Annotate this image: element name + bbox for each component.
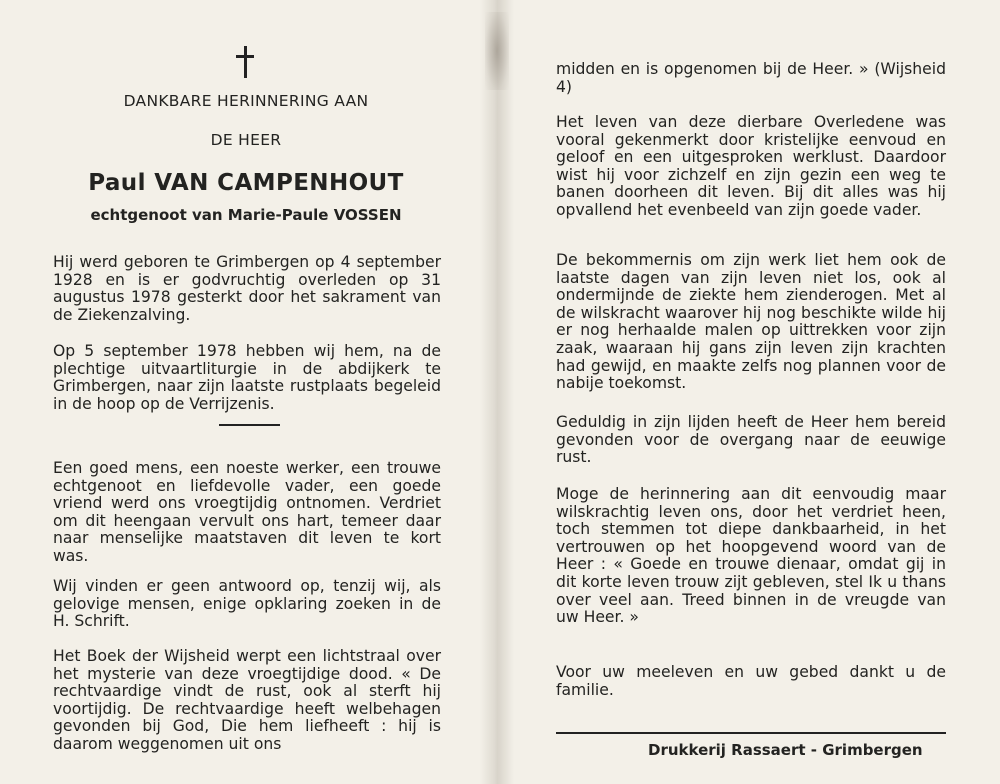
prayer-paragraph: Moge de herinnering aan dit eenvoudig maar wilskrachtig leven ons, door het verdriet heen, toch stemmen tot diepe dankbaarheid, in het vertrouwen op het hoopgevend woord van de Heer : « Goede en trouwe dienaar, omdat gij in dit korte leven trouw zijt gebleven, stel Ik u thans over veel aan. Treed binnen in de vreugde van uw Heer. » <box>556 485 946 627</box>
birth-death-paragraph: Hij werd geboren te Grimbergen op 4 september 1928 en is er godvruchtig overleden op 31 augustus 1978 gesterkt door het sakrament van de Ziekenzalving. <box>53 253 441 324</box>
deceased-name: Paul VAN CAMPENHOUT <box>88 170 404 196</box>
fold-stain <box>485 12 509 90</box>
funeral-paragraph: Op 5 september 1978 hebben wij hem, na de plechtige uitvaartliturgie in de abdijkerk te Grimbergen, naar zijn laatste rustplaats begeleid in de hoop op de Verrijzenis. <box>53 342 441 413</box>
thanks-paragraph: Voor uw meeleven en uw gebed dankt u de familie. <box>556 663 946 699</box>
printer-rule <box>556 732 946 734</box>
character-paragraph: Het leven van deze dierbare Overledene was vooral gekenmerkt door kristelijke eenvoud en geloof en een uitgesproken werklust. Daardoor wist hij voor zichzelf en zijn gezin een weg te banen doorheen dit leven. Bij dit alles was hij opvallend het evenbeeld van zijn goede vader. <box>556 113 946 219</box>
spouse-line: echtgenoot van Marie-Paule VOSSEN <box>90 206 402 224</box>
printer-credit: Drukkerij Rassaert - Grimbergen <box>648 741 923 759</box>
tribute-paragraph: Een goed mens, een noeste werker, een trouwe echtgenoot en liefdevolle vader, een goede vriend werd ons vroegtijdig ontnomen. Verdriet om dit heengaan vervult ons hart, temeer daar naar menselijke maatstaven dit leven te kort was. <box>53 459 441 565</box>
faith-paragraph: Wij vinden er geen antwoord op, tenzij wij, als gelovige mensen, enige opklaring zoeken in de H. Schrift. <box>53 577 441 631</box>
scripture-continued-paragraph: midden en is opgenomen bij de Heer. » (Wijsheid 4) <box>556 60 946 96</box>
suffering-paragraph: Geduldig in zijn lijden heeft de Heer hem bereid gevonden voor de overgang naar de eeuwige rust. <box>556 413 946 467</box>
scripture-paragraph: Het Boek der Wijsheid werpt een lichtstraal over het mysterie van deze vroegtijdige dood. « De rechtvaardige vindt de rust, ook al sterft hij voortijdig. De rechtvaardige heeft welbehagen gevonden bij God, Die hem liefheeft : hij is daarom weggenomen uit ons <box>53 647 441 753</box>
salutation-heading: DE HEER <box>210 131 282 149</box>
left-panel <box>0 0 492 784</box>
cross-icon <box>232 46 258 78</box>
work-paragraph: De bekommernis om zijn werk liet hem ook de laatste dagen van zijn leven niet los, ook al ondermijnde de ziekte hem zienderogen. Met al de wilskracht waarover hij nog beschikte wilde hij er nog herhaalde malen op uittrekken voor zijn zaak, waaraan hij gans zijn leven zijn krachten had gewijd, en maakte zelfs nog plannen voor de nabije toekomst. <box>556 251 946 393</box>
section-divider <box>219 424 280 426</box>
remembrance-heading: DANKBARE HERINNERING AAN <box>123 92 369 110</box>
